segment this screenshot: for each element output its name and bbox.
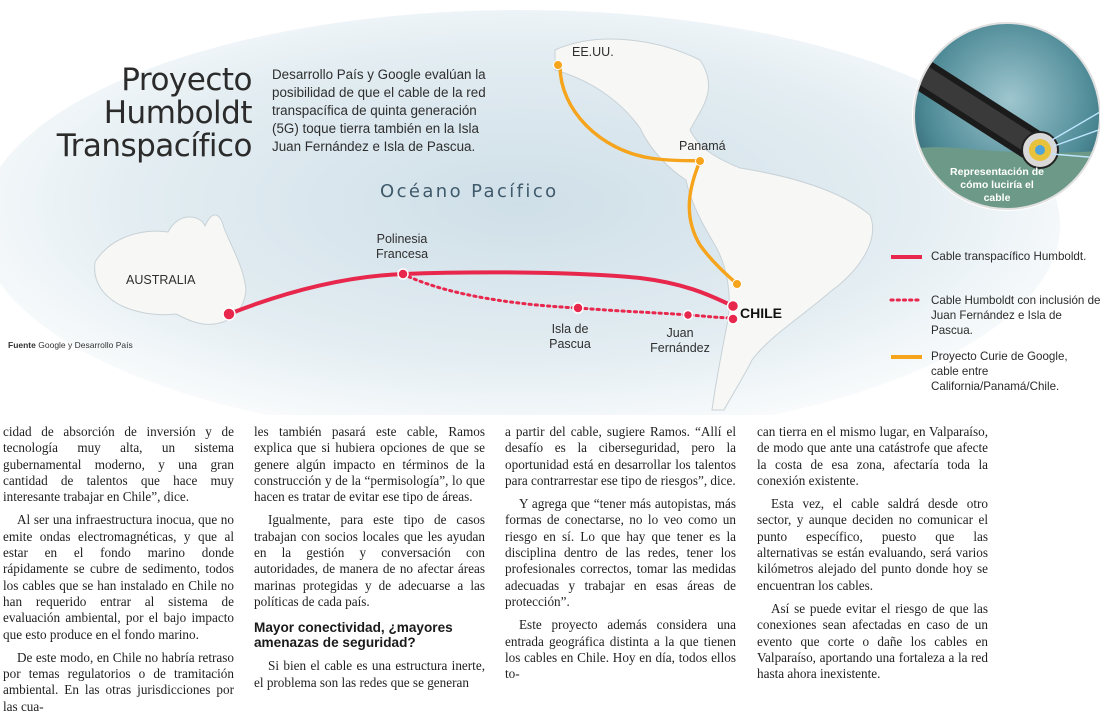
australia-node bbox=[223, 308, 235, 320]
source-label: Fuente bbox=[8, 340, 36, 350]
label-chile: CHILE bbox=[740, 305, 782, 321]
ocean-label: Océano Pacífico bbox=[380, 181, 559, 202]
article-column-4 bbox=[757, 424, 988, 689]
illustration-caption: Representación de cómo luciría el cable bbox=[950, 166, 1044, 204]
paragraph: Esta vez, el cable saldrá desde otro sector, y aunque deciden no comunicar el punto específico, puesto que las alternativas se están evaluando, será varios kilómetros alejado del punto donde hoy se encuentran los cables. bbox=[757, 496, 988, 593]
label-polinesia-line2: Francesa bbox=[375, 247, 429, 261]
chile-dotted-node bbox=[728, 314, 738, 324]
label-juan-fernandez bbox=[640, 326, 720, 356]
label-panama: Panamá bbox=[679, 139, 726, 153]
source-note bbox=[8, 340, 133, 350]
label-polinesia bbox=[362, 232, 442, 262]
legend-label-curie: Proyecto Curie de Google, cable entre California/Panamá/Chile. bbox=[931, 350, 1068, 393]
label-eeuu: EE.UU. bbox=[572, 45, 614, 59]
article-column-1 bbox=[3, 424, 234, 722]
label-pascua-line1: Isla de bbox=[551, 322, 589, 336]
curie-chile-node bbox=[733, 280, 742, 289]
paragraph: Igualmente, para este tipo de casos trabajan con socios locales que les ayudan en la gestión y conversación con autoridades, de manera de no afectar áreas marinas protegidas y de adecuarse a las políticas de cada país. bbox=[254, 512, 485, 609]
paragraph: les también pasará este cable, Ramos explica que si hubiera opciones de que se genere algún impacto en términos de la construcción y de la “permisología”, lo que hacen es tratar de evitar ese tipo de áreas. bbox=[254, 424, 485, 505]
paragraph: Y agrega que “tener más autopistas, más formas de conectarse, no lo veo como un riesgo en sí. Lo que hay que tener es la disciplina dentro de las redes, tener los profesionales correctos, tomar las medidas adecuadas y trabajar en esas áreas de protección”. bbox=[505, 496, 736, 609]
paragraph: Al ser una infraestructura inocua, que no emite ondas electromagnéticas, y que al estar en el fondo marino donde rápidamente se cubre de sedimento, todos los cables que se han instalado en Chile no han requerido entrar al sistema de evaluación ambiental, por el bajo impacto que esto produce en el fondo marino. bbox=[3, 512, 234, 642]
chile-node bbox=[728, 301, 739, 312]
panama-node bbox=[696, 157, 705, 166]
paragraph: De este modo, en Chile no habría retraso por temas regulatorios o de tramitación ambiental. En las otras jurisdicciones por las cua- bbox=[3, 649, 234, 714]
juan-fernandez-node bbox=[684, 311, 693, 320]
article-column-2 bbox=[254, 424, 485, 698]
label-australia: AUSTRALIA bbox=[126, 273, 196, 287]
label-polinesia-line1: Polinesia bbox=[376, 232, 428, 246]
label-pascua-line2: Pascua bbox=[549, 337, 591, 351]
paragraph: Así se puede evitar el riesgo de que las conexiones sean afectadas en caso de un evento que corte o dañe los cables en Valparaíso, aportando una fortaleza a la red hasta ahora inexistente. bbox=[757, 600, 988, 682]
article-column-3 bbox=[505, 424, 736, 689]
article-body bbox=[0, 424, 1100, 714]
paragraph: a partir del cable, sugiere Ramos. “Allí el desafío es la ciberseguridad, pero la oportunidad está en desarrollar los talentos para contrarrestar ese tipo de riesgos”, dice. bbox=[505, 424, 736, 488]
eeuu-node bbox=[554, 61, 563, 70]
polinesia-node bbox=[398, 269, 408, 279]
intro-text: Desarrollo País y Google evalúan la posibilidad de que el cable de la red transpacífica de quinta generación (5G) toque tierra también en la Isla Juan Fernández e Isla de Pascua. bbox=[272, 67, 486, 154]
paragraph: can tierra en el mismo lugar, en Valparaíso, de modo que ante una catástrofe que afecte la costa de esa zona, afectaría toda la conexión existente. bbox=[757, 424, 988, 488]
legend-label-solid: Cable transpacífico Humboldt. bbox=[931, 250, 1087, 263]
page-title bbox=[14, 64, 252, 163]
title-line-1: Proyecto Humboldt bbox=[103, 62, 252, 131]
legend-label-dotted: Cable Humboldt con inclusión de Juan Fernández e Isla de Pascua. bbox=[931, 294, 1100, 337]
label-jf-line1: Juan bbox=[666, 326, 694, 340]
label-isla-pascua bbox=[537, 322, 603, 352]
label-jf-line2: Fernández bbox=[650, 341, 710, 355]
title-line-2: Transpacífico bbox=[56, 128, 252, 164]
section-heading: Mayor conectividad, ¿mayores amenazas de seguridad? bbox=[254, 620, 453, 651]
pascua-node bbox=[573, 303, 583, 313]
paragraph: Este proyecto además considera una entrada geográfica distinta a la que tienen los cables en Chile. Hoy en día, todos ellos to- bbox=[505, 617, 736, 682]
paragraph: Si bien el cable es una estructura inerte, el problema son las redes que se generan bbox=[254, 658, 485, 690]
paragraph: cidad de absorción de inversión y de tecnología muy alta, un sistema gubernamental moderno, y una gran cantidad de talentos que hace muy interesante trabajar en Chile”, dice. bbox=[3, 424, 234, 505]
source-text: Google y Desarrollo País bbox=[38, 340, 133, 350]
